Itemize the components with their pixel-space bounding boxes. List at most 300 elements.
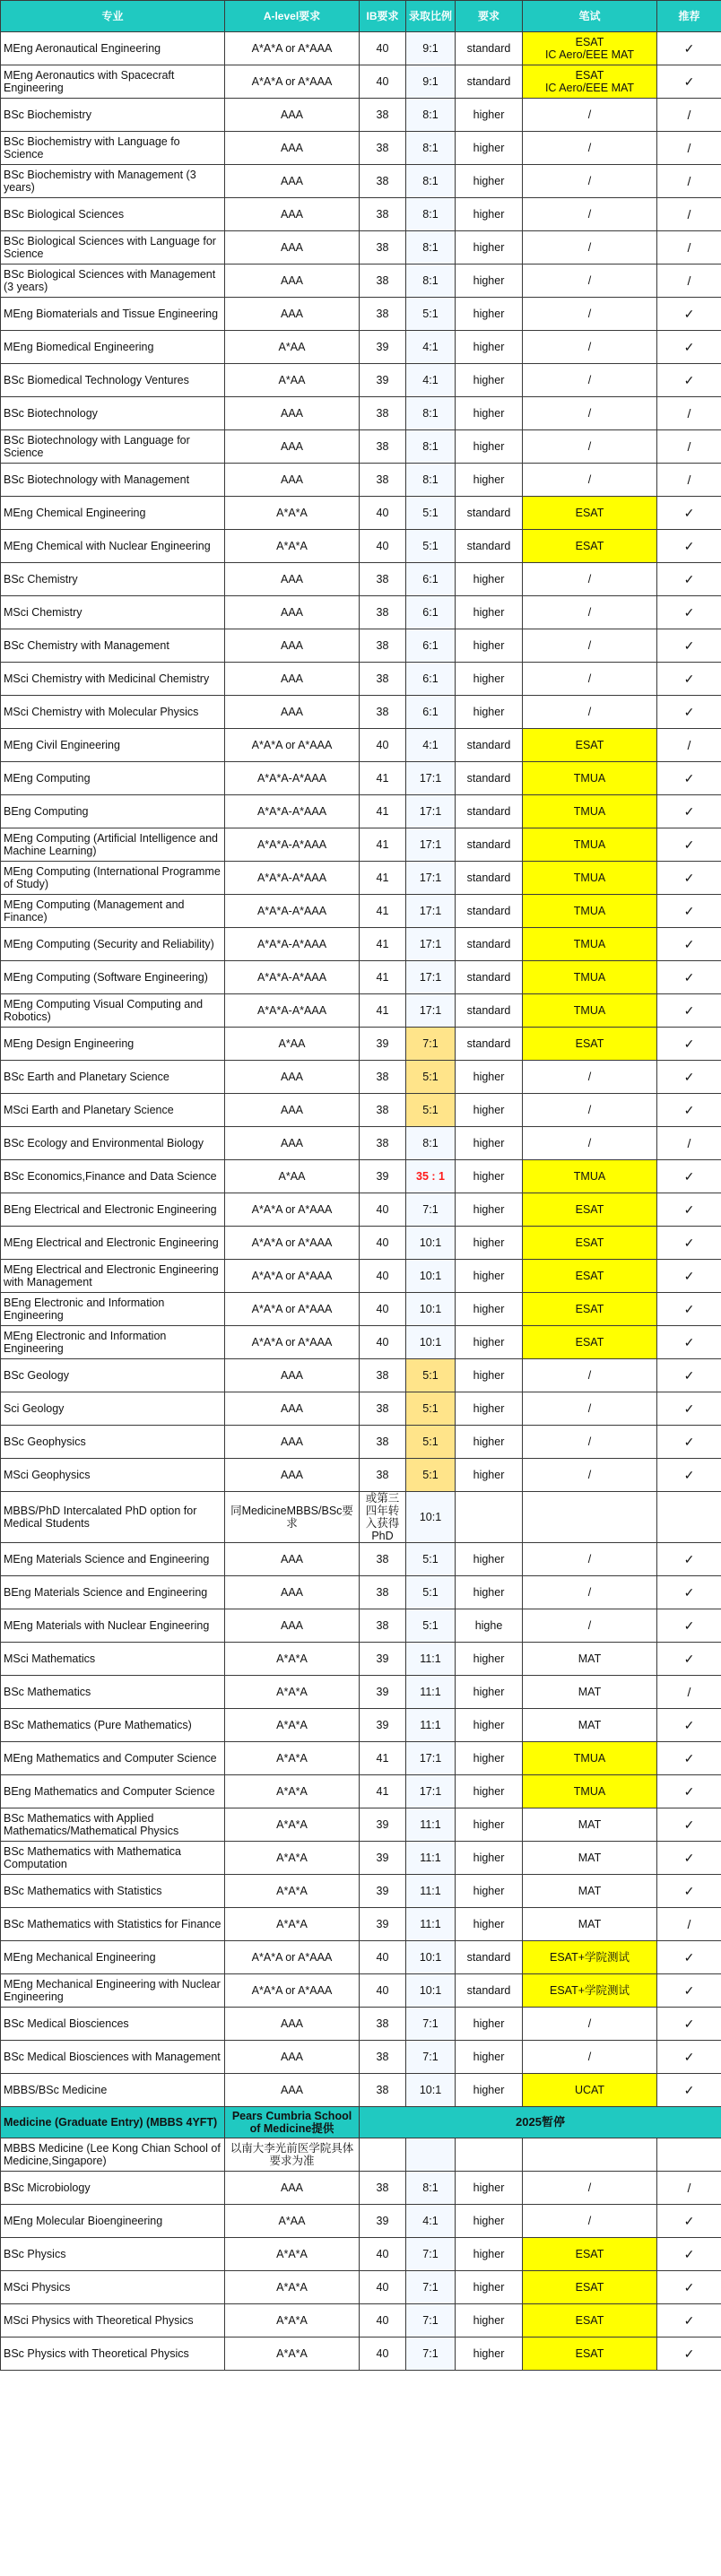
ratio-cell: 6:1	[406, 663, 456, 696]
test-cell: /	[523, 1426, 657, 1459]
test-cell: /	[523, 198, 657, 231]
test-cell: /	[523, 2041, 657, 2074]
recommend-cell: ✓	[657, 2238, 721, 2271]
level-cell: higher	[456, 165, 523, 198]
ratio-cell: 10:1	[406, 1941, 456, 1974]
test-cell	[523, 2138, 657, 2172]
alevel-cell: A*AA	[225, 2205, 360, 2238]
table-row	[1, 430, 721, 464]
table-row	[1, 65, 721, 99]
recommend-cell: ✓	[657, 1094, 721, 1127]
course-name-cell: BSc Mathematics	[1, 1676, 225, 1709]
course-name-cell: MEng Aeronautics with Spacecraft Engineering	[1, 65, 225, 99]
ib-cell: 40	[360, 2304, 406, 2337]
alevel-cell: AAA	[225, 1426, 360, 1459]
table-row	[1, 1676, 721, 1709]
table-row	[1, 99, 721, 132]
recommend-cell: /	[657, 265, 721, 298]
recommend-cell: /	[657, 430, 721, 464]
alevel-cell: A*A*A or A*AAA	[225, 65, 360, 99]
alevel-cell: A*A*A-A*AAA	[225, 795, 360, 828]
recommend-cell: ✓	[657, 298, 721, 331]
course-name-cell: MSci Chemistry with Molecular Physics	[1, 696, 225, 729]
recommend-cell: ✓	[657, 895, 721, 928]
course-name-cell: MEng Mathematics and Computer Science	[1, 1742, 225, 1775]
course-name-cell: BSc Geology	[1, 1359, 225, 1392]
course-name-cell: MEng Computing	[1, 762, 225, 795]
recommend-cell: ✓	[657, 1609, 721, 1643]
ratio-cell: 6:1	[406, 629, 456, 663]
ib-cell: 38	[360, 2008, 406, 2041]
ratio-cell: 8:1	[406, 165, 456, 198]
recommend-cell: ✓	[657, 2337, 721, 2371]
test-cell: TMUA	[523, 928, 657, 961]
test-cell: TMUA	[523, 762, 657, 795]
table-row	[1, 2008, 721, 2041]
ratio-cell: 5:1	[406, 1609, 456, 1643]
table-row	[1, 1094, 721, 1127]
course-name-cell: MSci Mathematics	[1, 1643, 225, 1676]
ratio-cell: 17:1	[406, 828, 456, 862]
course-name-cell: MEng Civil Engineering	[1, 729, 225, 762]
table-row	[1, 331, 721, 364]
ib-cell: 39	[360, 1028, 406, 1061]
recommend-cell: /	[657, 132, 721, 165]
ib-cell: 41	[360, 762, 406, 795]
table-row	[1, 2238, 721, 2271]
level-cell: higher	[456, 1742, 523, 1775]
course-name-cell: MEng Electrical and Electronic Engineering	[1, 1227, 225, 1260]
recommend-cell: /	[657, 231, 721, 265]
ratio-cell: 5:1	[406, 1094, 456, 1127]
table-row	[1, 862, 721, 895]
ratio-cell: 10:1	[406, 1326, 456, 1359]
level-cell: standard	[456, 961, 523, 994]
course-name-cell: MEng Biomaterials and Tissue Engineering	[1, 298, 225, 331]
recommend-cell: ✓	[657, 1808, 721, 1842]
test-cell: MAT	[523, 1709, 657, 1742]
test-cell: /	[523, 99, 657, 132]
header-level: 要求	[456, 1, 523, 32]
ib-cell: 38	[360, 132, 406, 165]
ratio-cell: 11:1	[406, 1808, 456, 1842]
table-row	[1, 1227, 721, 1260]
alevel-cell: AAA	[225, 231, 360, 265]
alevel-cell: AAA	[225, 1609, 360, 1643]
level-cell: higher	[456, 1459, 523, 1492]
level-cell: standard	[456, 862, 523, 895]
recommend-cell: ✓	[657, 1260, 721, 1293]
ratio-cell: 7:1	[406, 2041, 456, 2074]
test-cell: /	[523, 1543, 657, 1576]
test-cell: /	[523, 331, 657, 364]
course-name-cell: BSc Mathematics with Statistics	[1, 1875, 225, 1908]
level-cell: higher	[456, 596, 523, 629]
alevel-cell: A*A*A or A*AAA	[225, 32, 360, 65]
course-name-cell: BSc Earth and Planetary Science	[1, 1061, 225, 1094]
recommend-cell: /	[657, 1127, 721, 1160]
test-cell: MAT	[523, 1908, 657, 1941]
level-cell: standard	[456, 530, 523, 563]
table-row	[1, 696, 721, 729]
test-cell: /	[523, 563, 657, 596]
ib-cell: 41	[360, 895, 406, 928]
table-row	[1, 2041, 721, 2074]
level-cell: standard	[456, 497, 523, 530]
alevel-cell: AAA	[225, 1061, 360, 1094]
alevel-cell: AAA	[225, 1459, 360, 1492]
recommend-cell: ✓	[657, 32, 721, 65]
test-cell: /	[523, 696, 657, 729]
table-row	[1, 994, 721, 1028]
course-name-cell: BSc Medical Biosciences	[1, 2008, 225, 2041]
level-cell: higher	[456, 1193, 523, 1227]
ratio-cell: 11:1	[406, 1643, 456, 1676]
recommend-cell: ✓	[657, 1227, 721, 1260]
level-cell: higher	[456, 2271, 523, 2304]
alevel-cell: A*A*A	[225, 1742, 360, 1775]
recommend-cell: ✓	[657, 1709, 721, 1742]
test-cell: /	[523, 596, 657, 629]
alevel-cell: A*A*A or A*AAA	[225, 1326, 360, 1359]
ib-cell: 39	[360, 1842, 406, 1875]
course-name-cell: BEng Mathematics and Computer Science	[1, 1775, 225, 1808]
course-name-cell: MEng Chemical Engineering	[1, 497, 225, 530]
test-cell: /	[523, 2008, 657, 2041]
table-row	[1, 298, 721, 331]
table-row	[1, 2205, 721, 2238]
header-recommend: 推荐	[657, 1, 721, 32]
level-cell: higher	[456, 1160, 523, 1193]
course-name-cell: BEng Electronic and Information Engineering	[1, 1293, 225, 1326]
ratio-cell: 5:1	[406, 1459, 456, 1492]
course-name-cell: MEng Mechanical Engineering	[1, 1941, 225, 1974]
ratio-cell: 17:1	[406, 762, 456, 795]
ratio-cell: 35 : 1	[406, 1160, 456, 1193]
ib-cell: 41	[360, 928, 406, 961]
ib-cell: 38	[360, 298, 406, 331]
recommend-cell: ✓	[657, 696, 721, 729]
recommend-cell	[657, 1492, 721, 1543]
level-cell: standard	[456, 32, 523, 65]
recommend-cell: ✓	[657, 1028, 721, 1061]
ratio-cell: 5:1	[406, 497, 456, 530]
header-test: 笔试	[523, 1, 657, 32]
recommend-cell: ✓	[657, 364, 721, 397]
recommend-cell: ✓	[657, 1775, 721, 1808]
alevel-cell: AAA	[225, 99, 360, 132]
recommend-cell: ✓	[657, 2271, 721, 2304]
recommend-cell: ✓	[657, 795, 721, 828]
course-name-cell: BSc Biochemistry	[1, 99, 225, 132]
table-row	[1, 1808, 721, 1842]
table-row	[1, 729, 721, 762]
recommend-cell: ✓	[657, 65, 721, 99]
ib-cell: 38	[360, 596, 406, 629]
course-name-cell: BSc Medical Biosciences with Management	[1, 2041, 225, 2074]
alevel-cell: A*A*A	[225, 1709, 360, 1742]
ratio-cell: 8:1	[406, 231, 456, 265]
level-cell: higher	[456, 2238, 523, 2271]
course-name-cell: BSc Economics,Finance and Data Science	[1, 1160, 225, 1193]
recommend-cell: ✓	[657, 1160, 721, 1193]
course-name-cell: BSc Biotechnology	[1, 397, 225, 430]
ratio-cell: 17:1	[406, 928, 456, 961]
alevel-cell: AAA	[225, 696, 360, 729]
recommend-cell: ✓	[657, 596, 721, 629]
ratio-cell: 8:1	[406, 464, 456, 497]
ratio-cell: 6:1	[406, 563, 456, 596]
ratio-cell: 5:1	[406, 1543, 456, 1576]
alevel-cell: AAA	[225, 430, 360, 464]
test-cell: TMUA	[523, 1160, 657, 1193]
level-cell: higher	[456, 2205, 523, 2238]
course-name-cell: MSci Earth and Planetary Science	[1, 1094, 225, 1127]
level-cell: higher	[456, 464, 523, 497]
level-cell: higher	[456, 331, 523, 364]
ib-cell: 41	[360, 961, 406, 994]
ratio-cell: 17:1	[406, 1742, 456, 1775]
recommend-cell: ✓	[657, 762, 721, 795]
ratio-cell: 7:1	[406, 1193, 456, 1227]
table-row	[1, 1359, 721, 1392]
level-cell	[456, 2138, 523, 2172]
test-cell: /	[523, 1127, 657, 1160]
course-name-cell: Medicine (Graduate Entry) (MBBS 4YFT)	[1, 2107, 225, 2138]
course-name-cell: BSc Biotechnology with Management	[1, 464, 225, 497]
recommend-cell: ✓	[657, 563, 721, 596]
recommend-cell: ✓	[657, 961, 721, 994]
alevel-cell: A*A*A	[225, 1775, 360, 1808]
test-cell: /	[523, 298, 657, 331]
level-cell: higher	[456, 1842, 523, 1875]
ratio-cell: 7:1	[406, 2271, 456, 2304]
table-row	[1, 629, 721, 663]
alevel-cell: A*A*A	[225, 2271, 360, 2304]
recommend-cell: /	[657, 1908, 721, 1941]
level-cell: higher	[456, 1543, 523, 1576]
ratio-cell: 5:1	[406, 1392, 456, 1426]
course-name-cell: BSc Mathematics with Applied Mathematics/Mathematical Physics	[1, 1808, 225, 1842]
ib-cell: 39	[360, 1709, 406, 1742]
alevel-cell: A*A*A	[225, 2304, 360, 2337]
ib-cell: 38	[360, 629, 406, 663]
ratio-cell: 5:1	[406, 1576, 456, 1609]
header-ratio: 录取比例	[406, 1, 456, 32]
ratio-cell: 8:1	[406, 265, 456, 298]
table-row	[1, 828, 721, 862]
recommend-cell	[657, 2138, 721, 2172]
status-note-cell: 2025暂停	[360, 2107, 721, 2138]
alevel-cell: A*AA	[225, 364, 360, 397]
level-cell: standard	[456, 729, 523, 762]
alevel-cell: A*A*A	[225, 1908, 360, 1941]
test-cell: TMUA	[523, 795, 657, 828]
course-name-cell: BSc Biochemistry with Language fo Science	[1, 132, 225, 165]
recommend-cell: ✓	[657, 2074, 721, 2107]
test-cell: /	[523, 132, 657, 165]
header-row	[1, 1, 721, 32]
alevel-cell: Pears Cumbria School of Medicine提供	[225, 2107, 360, 2138]
ib-cell: 38	[360, 2172, 406, 2205]
test-cell: TMUA	[523, 961, 657, 994]
table-row	[1, 2337, 721, 2371]
level-cell: higher	[456, 397, 523, 430]
table-row	[1, 1908, 721, 1941]
alevel-cell: A*A*A	[225, 1875, 360, 1908]
test-cell: /	[523, 1061, 657, 1094]
alevel-cell: A*AA	[225, 1160, 360, 1193]
alevel-cell: AAA	[225, 2041, 360, 2074]
alevel-cell: AAA	[225, 1543, 360, 1576]
recommend-cell: ✓	[657, 1193, 721, 1227]
ratio-cell: 5:1	[406, 298, 456, 331]
alevel-cell: A*A*A	[225, 1808, 360, 1842]
ib-cell: 40	[360, 2271, 406, 2304]
ratio-cell: 8:1	[406, 99, 456, 132]
test-cell: MAT	[523, 1643, 657, 1676]
table-row	[1, 530, 721, 563]
test-cell: TMUA	[523, 1742, 657, 1775]
alevel-cell: AAA	[225, 2074, 360, 2107]
ib-cell: 38	[360, 563, 406, 596]
table-row	[1, 1875, 721, 1908]
alevel-cell: AAA	[225, 198, 360, 231]
recommend-cell: /	[657, 2172, 721, 2205]
header-course: 专业	[1, 1, 225, 32]
table-row	[1, 596, 721, 629]
ib-cell: 39	[360, 1160, 406, 1193]
level-cell: higher	[456, 2041, 523, 2074]
ratio-cell: 5:1	[406, 1061, 456, 1094]
ratio-cell: 5:1	[406, 1359, 456, 1392]
level-cell: higher	[456, 1127, 523, 1160]
ib-cell: 38	[360, 2041, 406, 2074]
recommend-cell: ✓	[657, 1875, 721, 1908]
recommend-cell: ✓	[657, 331, 721, 364]
test-cell: ESAT	[523, 2304, 657, 2337]
recommend-cell: ✓	[657, 862, 721, 895]
level-cell: higher	[456, 1908, 523, 1941]
ratio-cell: 4:1	[406, 331, 456, 364]
ratio-cell: 8:1	[406, 430, 456, 464]
test-cell: ESAT	[523, 1227, 657, 1260]
level-cell: higher	[456, 1392, 523, 1426]
alevel-cell: A*A*A	[225, 530, 360, 563]
ib-cell: 40	[360, 530, 406, 563]
test-cell: ESAT IC Aero/EEE MAT	[523, 65, 657, 99]
alevel-cell: AAA	[225, 1392, 360, 1426]
alevel-cell: AAA	[225, 1094, 360, 1127]
table-row	[1, 762, 721, 795]
level-cell: standard	[456, 795, 523, 828]
alevel-cell: 同MedicineMBBS/BSc要求	[225, 1492, 360, 1543]
ratio-cell: 11:1	[406, 1875, 456, 1908]
table-row	[1, 2074, 721, 2107]
ib-cell: 39	[360, 1875, 406, 1908]
alevel-cell: AAA	[225, 265, 360, 298]
table-row-graduate-entry	[1, 2107, 721, 2138]
ib-cell: 40	[360, 32, 406, 65]
alevel-cell: A*A*A or A*AAA	[225, 1260, 360, 1293]
test-cell: ESAT IC Aero/EEE MAT	[523, 32, 657, 65]
table-body	[1, 32, 721, 2371]
course-name-cell: MEng Biomedical Engineering	[1, 331, 225, 364]
recommend-cell: ✓	[657, 497, 721, 530]
ib-cell: 40	[360, 1974, 406, 2008]
table-row	[1, 1127, 721, 1160]
ratio-cell: 7:1	[406, 2304, 456, 2337]
ratio-cell: 7:1	[406, 2008, 456, 2041]
table-row	[1, 1775, 721, 1808]
alevel-cell: AAA	[225, 1359, 360, 1392]
ratio-cell: 4:1	[406, 2205, 456, 2238]
level-cell: higher	[456, 563, 523, 596]
ib-cell: 38	[360, 430, 406, 464]
table-row	[1, 231, 721, 265]
recommend-cell: /	[657, 198, 721, 231]
table-row	[1, 1742, 721, 1775]
recommend-cell: ✓	[657, 1742, 721, 1775]
table-row	[1, 2271, 721, 2304]
course-name-cell: MEng Materials Science and Engineering	[1, 1543, 225, 1576]
table-row	[1, 1709, 721, 1742]
course-name-cell: BSc Mathematics (Pure Mathematics)	[1, 1709, 225, 1742]
ib-cell: 38	[360, 1576, 406, 1609]
alevel-cell: AAA	[225, 165, 360, 198]
course-name-cell: BSc Ecology and Environmental Biology	[1, 1127, 225, 1160]
ratio-cell: 4:1	[406, 729, 456, 762]
table-row	[1, 1609, 721, 1643]
table-row	[1, 1974, 721, 2008]
alevel-cell: AAA	[225, 1127, 360, 1160]
alevel-cell: A*A*A-A*AAA	[225, 762, 360, 795]
test-cell: /	[523, 265, 657, 298]
level-cell: higher	[456, 1643, 523, 1676]
course-name-cell: MSci Physics	[1, 2271, 225, 2304]
test-cell	[523, 1492, 657, 1543]
alevel-cell: A*A*A	[225, 2337, 360, 2371]
test-cell: /	[523, 1359, 657, 1392]
ib-cell: 41	[360, 1775, 406, 1808]
test-cell: ESAT	[523, 530, 657, 563]
alevel-cell: A*AA	[225, 1028, 360, 1061]
level-cell: higher	[456, 1709, 523, 1742]
course-name-cell: BSc Biological Sciences with Language for Science	[1, 231, 225, 265]
ratio-cell: 9:1	[406, 65, 456, 99]
test-cell: ESAT	[523, 1293, 657, 1326]
level-cell: higher	[456, 1227, 523, 1260]
ib-cell: 39	[360, 1808, 406, 1842]
ib-cell: 39	[360, 2205, 406, 2238]
test-cell: /	[523, 397, 657, 430]
test-cell: MAT	[523, 1875, 657, 1908]
alevel-cell: AAA	[225, 663, 360, 696]
table-row	[1, 895, 721, 928]
course-name-cell: BSc Biotechnology with Language for Science	[1, 430, 225, 464]
level-cell: higher	[456, 2337, 523, 2371]
course-name-cell: MEng Computing (International Programme of Study)	[1, 862, 225, 895]
level-cell: standard	[456, 762, 523, 795]
recommend-cell: /	[657, 1676, 721, 1709]
table-row	[1, 1260, 721, 1293]
alevel-cell: A*A*A-A*AAA	[225, 994, 360, 1028]
course-name-cell: MSci Chemistry	[1, 596, 225, 629]
ib-cell: 38	[360, 1392, 406, 1426]
course-name-cell: Sci Geology	[1, 1392, 225, 1426]
alevel-cell: A*A*A	[225, 1676, 360, 1709]
alevel-cell: AAA	[225, 132, 360, 165]
